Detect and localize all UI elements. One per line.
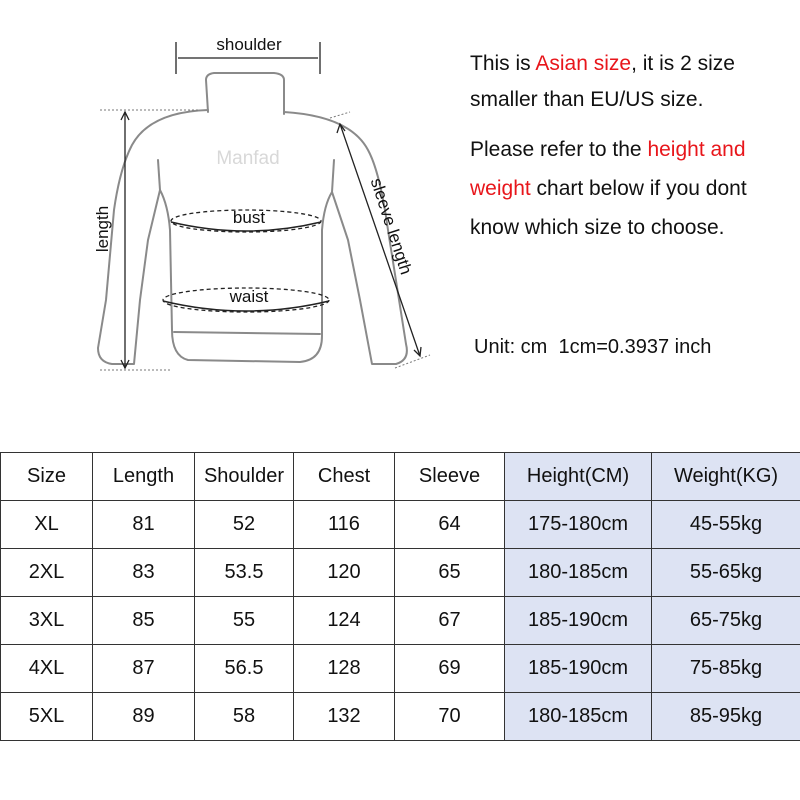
- cell-height: 185-190cm: [505, 597, 652, 645]
- cell-height: 180-185cm: [505, 693, 652, 741]
- header-shoulder: Shoulder: [195, 453, 294, 501]
- shoulder-label: shoulder: [216, 35, 282, 54]
- note-text: chart below if you dont know which size to choose.: [470, 177, 747, 239]
- cell-length: 87: [93, 645, 195, 693]
- cell-sleeve: 64: [395, 501, 505, 549]
- cell-chest: 120: [294, 549, 395, 597]
- table-row: [1, 693, 800, 741]
- cell-length: 83: [93, 549, 195, 597]
- header-sleeve: Sleeve: [395, 453, 505, 501]
- cell-shoulder: 53.5: [195, 549, 294, 597]
- table-row: [1, 645, 800, 693]
- cell-height: 185-190cm: [505, 645, 652, 693]
- size-notes: [470, 46, 790, 247]
- cell-shoulder: 58: [195, 693, 294, 741]
- cell-size: 4XL: [1, 645, 93, 693]
- cell-sleeve: 67: [395, 597, 505, 645]
- cell-length: 85: [93, 597, 195, 645]
- length-label: length: [93, 205, 112, 253]
- note-text: Please refer to the: [470, 138, 648, 161]
- cell-chest: 128: [294, 645, 395, 693]
- header-height: Height(CM): [505, 453, 652, 501]
- cell-size: 3XL: [1, 597, 93, 645]
- cell-shoulder: 55: [195, 597, 294, 645]
- header-weight: Weight(KG): [652, 453, 800, 501]
- cell-shoulder: 52: [195, 501, 294, 549]
- cell-chest: 116: [294, 501, 395, 549]
- header-length: Length: [93, 453, 195, 501]
- sleeve-length-label: sleeve length: [366, 175, 416, 277]
- unit-note: Unit: cm 1cm=0.3937 inch: [474, 336, 712, 358]
- cell-weight: 55-65kg: [652, 549, 800, 597]
- size-chart-table: [0, 452, 800, 741]
- table-row: [1, 549, 800, 597]
- chart-reference-note: [470, 130, 790, 247]
- header-size: Size: [1, 453, 93, 501]
- header-chest: Chest: [294, 453, 395, 501]
- bust-label: bust: [232, 208, 266, 227]
- asian-size-note: [470, 46, 790, 118]
- sweater-measurement-diagram: [0, 0, 460, 390]
- cell-length: 81: [93, 501, 195, 549]
- cell-chest: 124: [294, 597, 395, 645]
- asian-size-highlight: Asian size: [535, 52, 632, 75]
- cell-sleeve: 70: [395, 693, 505, 741]
- cell-sleeve: 65: [395, 549, 505, 597]
- table-row: [1, 501, 800, 549]
- cell-size: 5XL: [1, 693, 93, 741]
- note-text: This is: [470, 52, 536, 75]
- sweater-collar: [206, 73, 284, 114]
- brand-watermark: Manfad: [216, 148, 280, 169]
- waist-label: waist: [229, 287, 269, 306]
- cell-height: 180-185cm: [505, 549, 652, 597]
- table-row: [1, 597, 800, 645]
- cell-weight: 85-95kg: [652, 693, 800, 741]
- cell-weight: 45-55kg: [652, 501, 800, 549]
- height-weight-highlight: height and weight: [470, 138, 746, 200]
- cell-chest: 132: [294, 693, 395, 741]
- cell-shoulder: 56.5: [195, 645, 294, 693]
- cell-size: 2XL: [1, 549, 93, 597]
- cell-height: 175-180cm: [505, 501, 652, 549]
- cell-length: 89: [93, 693, 195, 741]
- cell-size: XL: [1, 501, 93, 549]
- cell-sleeve: 69: [395, 645, 505, 693]
- note-text: , it is 2 size smaller than EU/US size.: [470, 52, 735, 111]
- table-header-row: [1, 453, 800, 501]
- cell-weight: 75-85kg: [652, 645, 800, 693]
- cell-weight: 65-75kg: [652, 597, 800, 645]
